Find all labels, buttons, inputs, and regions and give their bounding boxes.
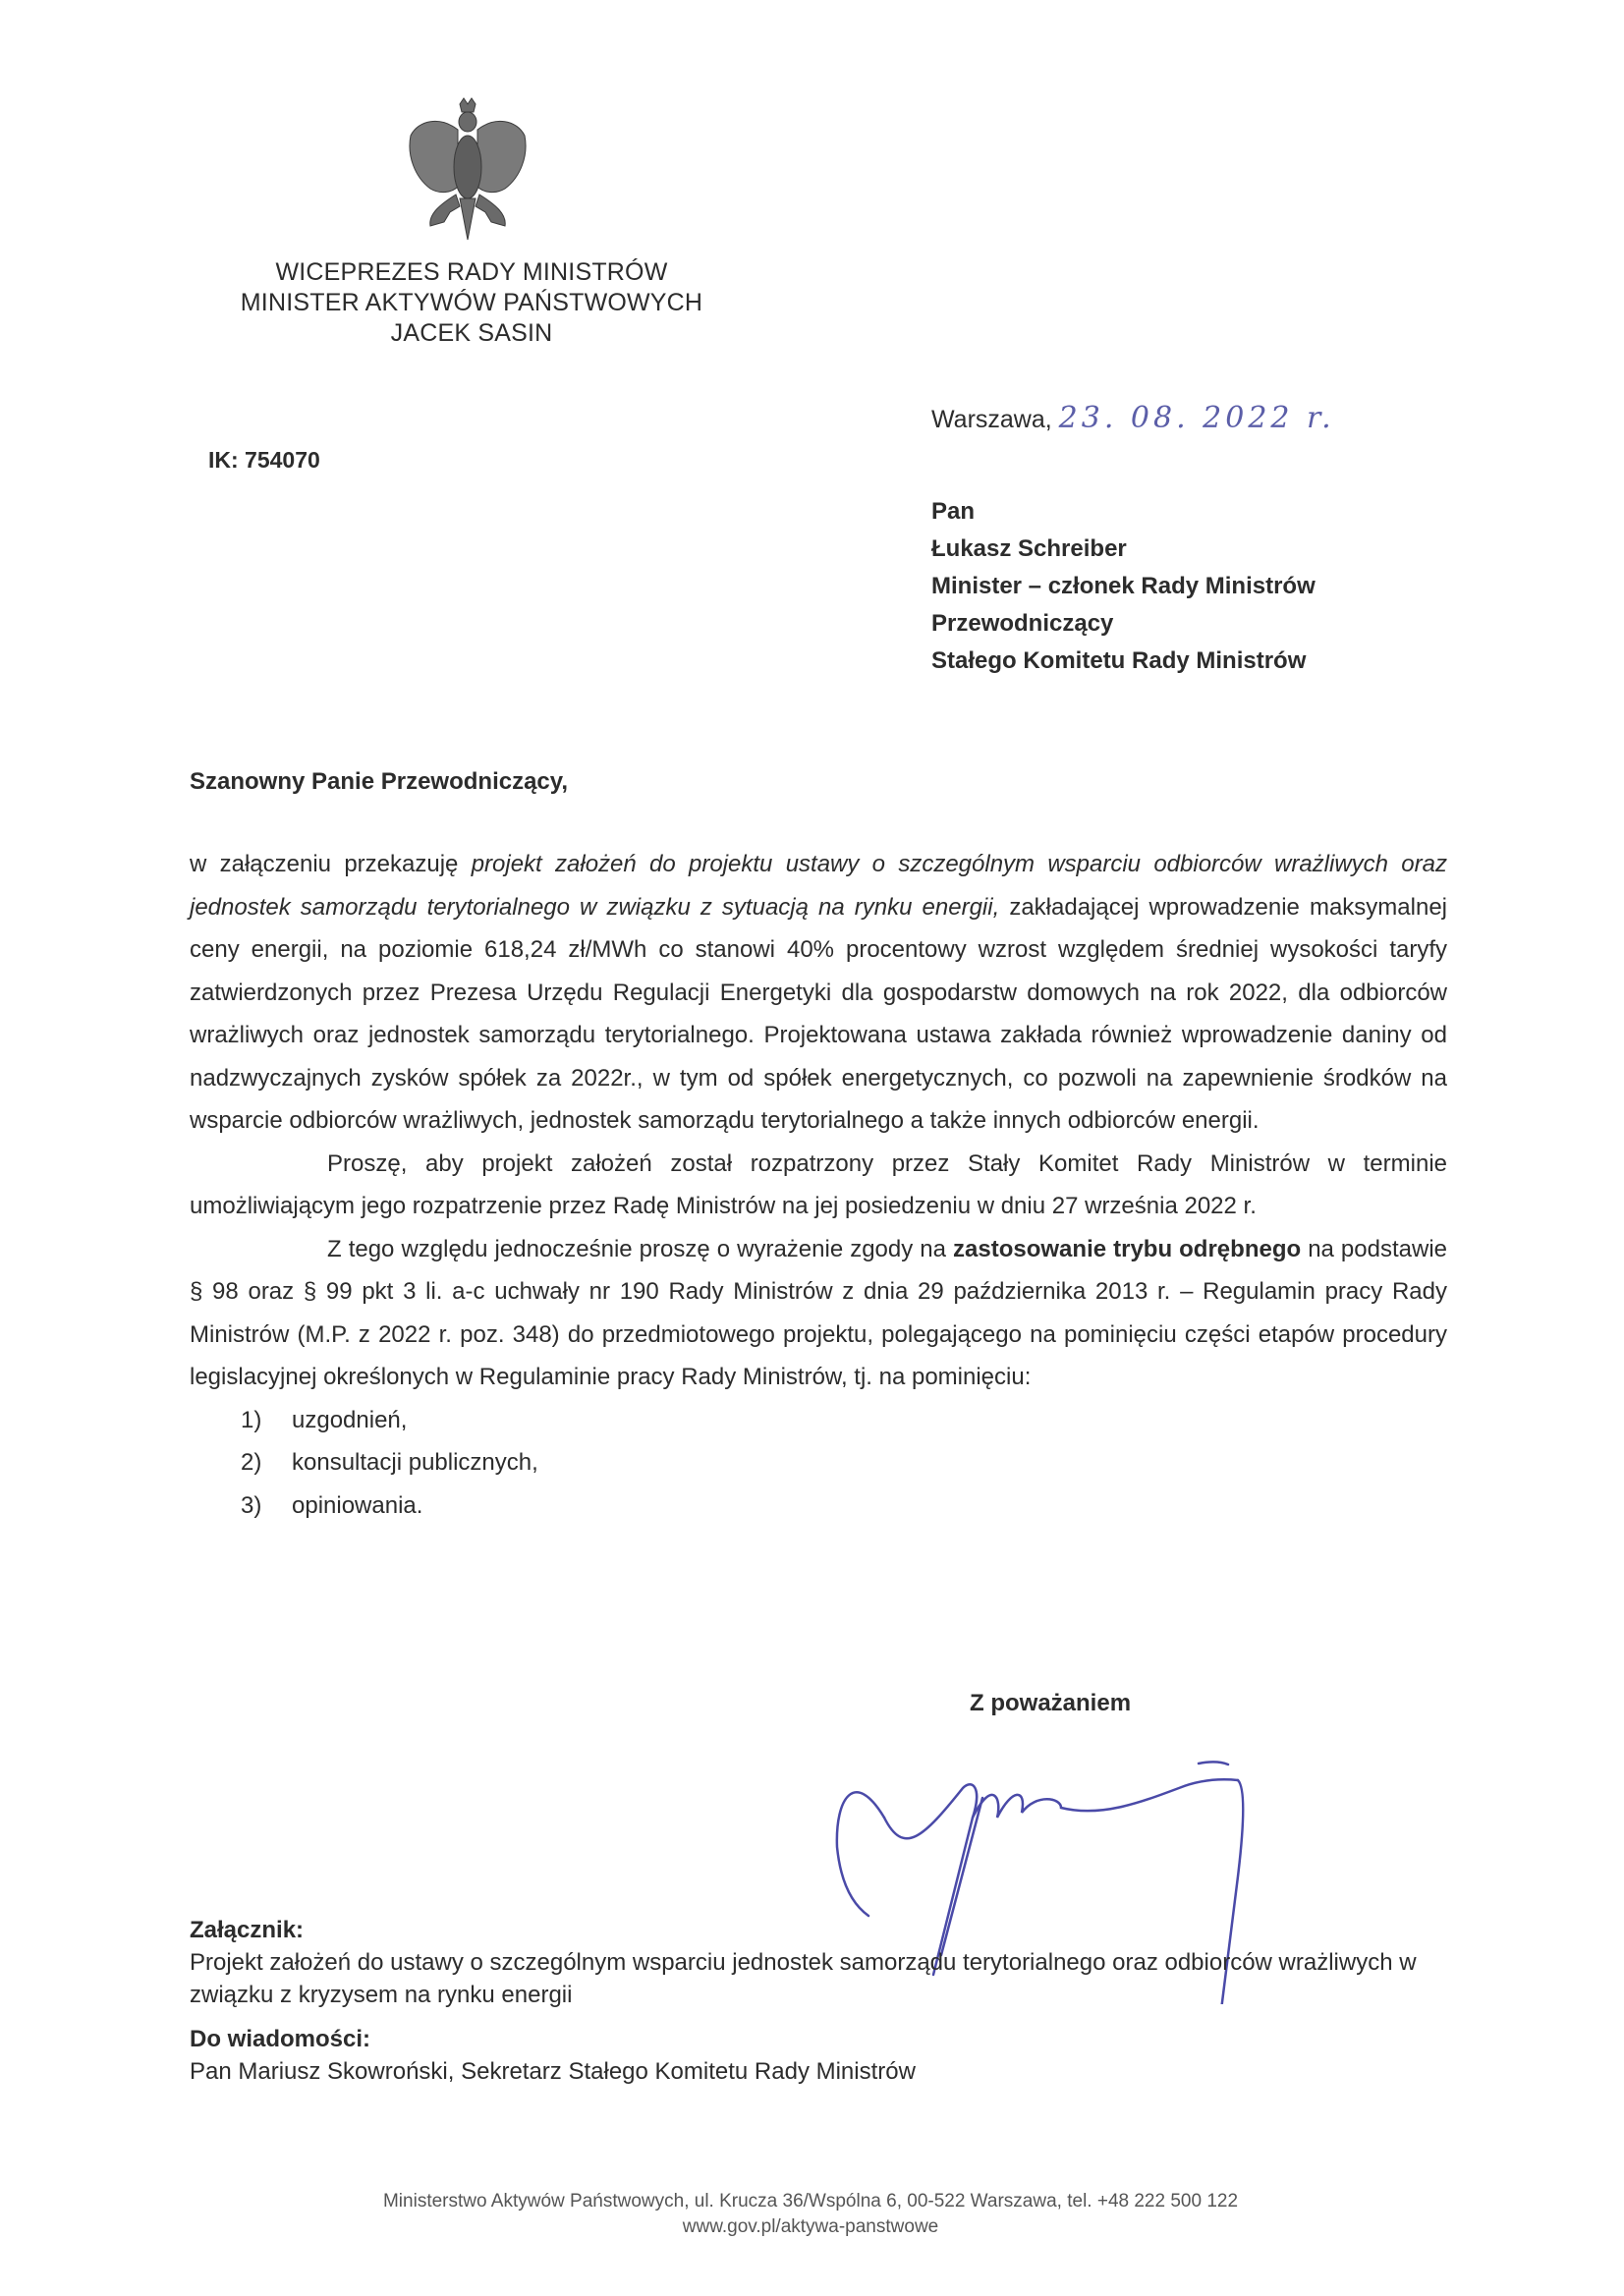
handwritten-date: 23. 08. 2022 r. xyxy=(1058,401,1335,435)
list-text: uzgodnień, xyxy=(292,1406,408,1433)
bill-title-italic: projekt założeń do projektu ustawy o szczególnym wsparciu odbiorców wrażliwych oraz jednostek samorządu terytorialnego w związku z sytuacją na rynku energii, xyxy=(190,851,1447,921)
paragraph-text: na podstawie § 98 oraz § 99 pkt 3 li. a-c uchwały nr 190 Rady Ministrów z dnia 29 października 2013 r. – Regulamin pracy Rady Ministrów (M.P. z 2022 r. poz. 348) do przedmiotowego projektu, polegającego na pominięciu części etapów procedury legislacyjnej określonych w Regulaminie pracy Rady Ministrów, tj. na pominięciu: xyxy=(190,1235,1447,1390)
cc-text: Pan Mariusz Skowroński, Sekretarz Stałego Komitetu Rady Ministrów xyxy=(190,2058,916,2085)
reference-number: IK: 754070 xyxy=(208,447,320,473)
paragraph-1 xyxy=(190,843,1447,1143)
recipient-line: Przewodniczący xyxy=(931,610,1114,637)
list-item xyxy=(190,1441,1447,1484)
cc-label: Do wiadomości: xyxy=(190,2026,371,2052)
omitted-stages-list xyxy=(190,1399,1447,1528)
list-item xyxy=(190,1484,1447,1528)
list-text: opiniowania. xyxy=(292,1491,423,1519)
list-number: 1) xyxy=(241,1406,262,1433)
paragraph-2: Proszę, aby projekt założeń został rozpatrzony przez Stały Komitet Rady Ministrów w terminie umożliwiającym jego rozpatrzenie przez Radę Ministrów na jej posiedzeniu w dniu 27 września 2022 r. xyxy=(190,1149,1447,1219)
place-date xyxy=(931,401,1335,435)
footer-address: Ministerstwo Aktywów Państwowych, ul. Krucza 36/Wspólna 6, 00-522 Warszawa, tel. +48 222 500 122 xyxy=(382,2191,1239,2212)
footer-website-link[interactable]: www.gov.pl/aktywa-panstwowe xyxy=(682,2216,939,2237)
page-footer xyxy=(196,2189,1425,2240)
recipient-line: Minister – członek Rady Ministrów xyxy=(931,573,1316,599)
recipient-block xyxy=(931,493,1316,680)
recipient-line: Stałego Komitetu Rady Ministrów xyxy=(931,647,1307,674)
letter-body xyxy=(190,843,1447,1527)
closing: Z poważaniem xyxy=(970,1690,1132,1716)
sender-header xyxy=(196,257,747,349)
attachment-label: Załącznik: xyxy=(190,1917,305,1943)
paragraph-text: w załączeniu przekazuję xyxy=(190,851,472,877)
emphasis-bold: zastosowanie trybu odrębnego xyxy=(953,1235,1302,1262)
paragraph-text: zakładającej wprowadzenie maksymalnej ceny energii, na poziomie 618,24 zł/MWh co stanowi 40% procentowy wzrost względem średniej wysokości taryfy zatwierdzonych przez Prezesa Urzędu Regulacji Energetyki dla gospodarstw domowych na rok 2022, dla odbiorców wrażliwych oraz jednostek samorządu terytorialnego. Projektowana ustawa zakłada również wprowadzenie daniny od nadzwyczajnych zysków spółek za 2022r., w tym od spółek energetycznych, co pozwoli na zapewnienie środków na wsparcie odbiorców wrażliwych, jednostek samorządu terytorialnego a także innych odbiorców energii. xyxy=(190,893,1447,1134)
sender-title-line: WICEPREZES RADY MINISTRÓW xyxy=(275,258,668,286)
paragraph-text: Z tego względu jednocześnie proszę o wyrażenie zgody na xyxy=(327,1235,954,1262)
place-label: Warszawa, xyxy=(931,406,1052,433)
attachment-section xyxy=(190,1914,1467,2088)
attachment-text: Projekt założeń do ustawy o szczególnym wsparciu jednostek samorządu terytorialnego oraz odbiorców wrażliwych w związku z kryzysem na rynku energii xyxy=(190,1949,1417,2008)
list-item xyxy=(190,1399,1447,1442)
list-text: konsultacji publicznych, xyxy=(292,1449,538,1476)
recipient-line: Pan xyxy=(931,498,976,525)
polish-eagle-emblem-icon xyxy=(401,96,534,244)
paragraph-3 xyxy=(190,1228,1447,1399)
list-number: 3) xyxy=(241,1491,262,1519)
recipient-name: Łukasz Schreiber xyxy=(931,535,1127,562)
sender-title-line: MINISTER AKTYWÓW PAŃSTWOWYCH xyxy=(240,289,703,316)
salutation: Szanowny Panie Przewodniczący, xyxy=(190,768,569,795)
list-number: 2) xyxy=(241,1449,262,1476)
sender-name: JACEK SASIN xyxy=(390,319,553,347)
